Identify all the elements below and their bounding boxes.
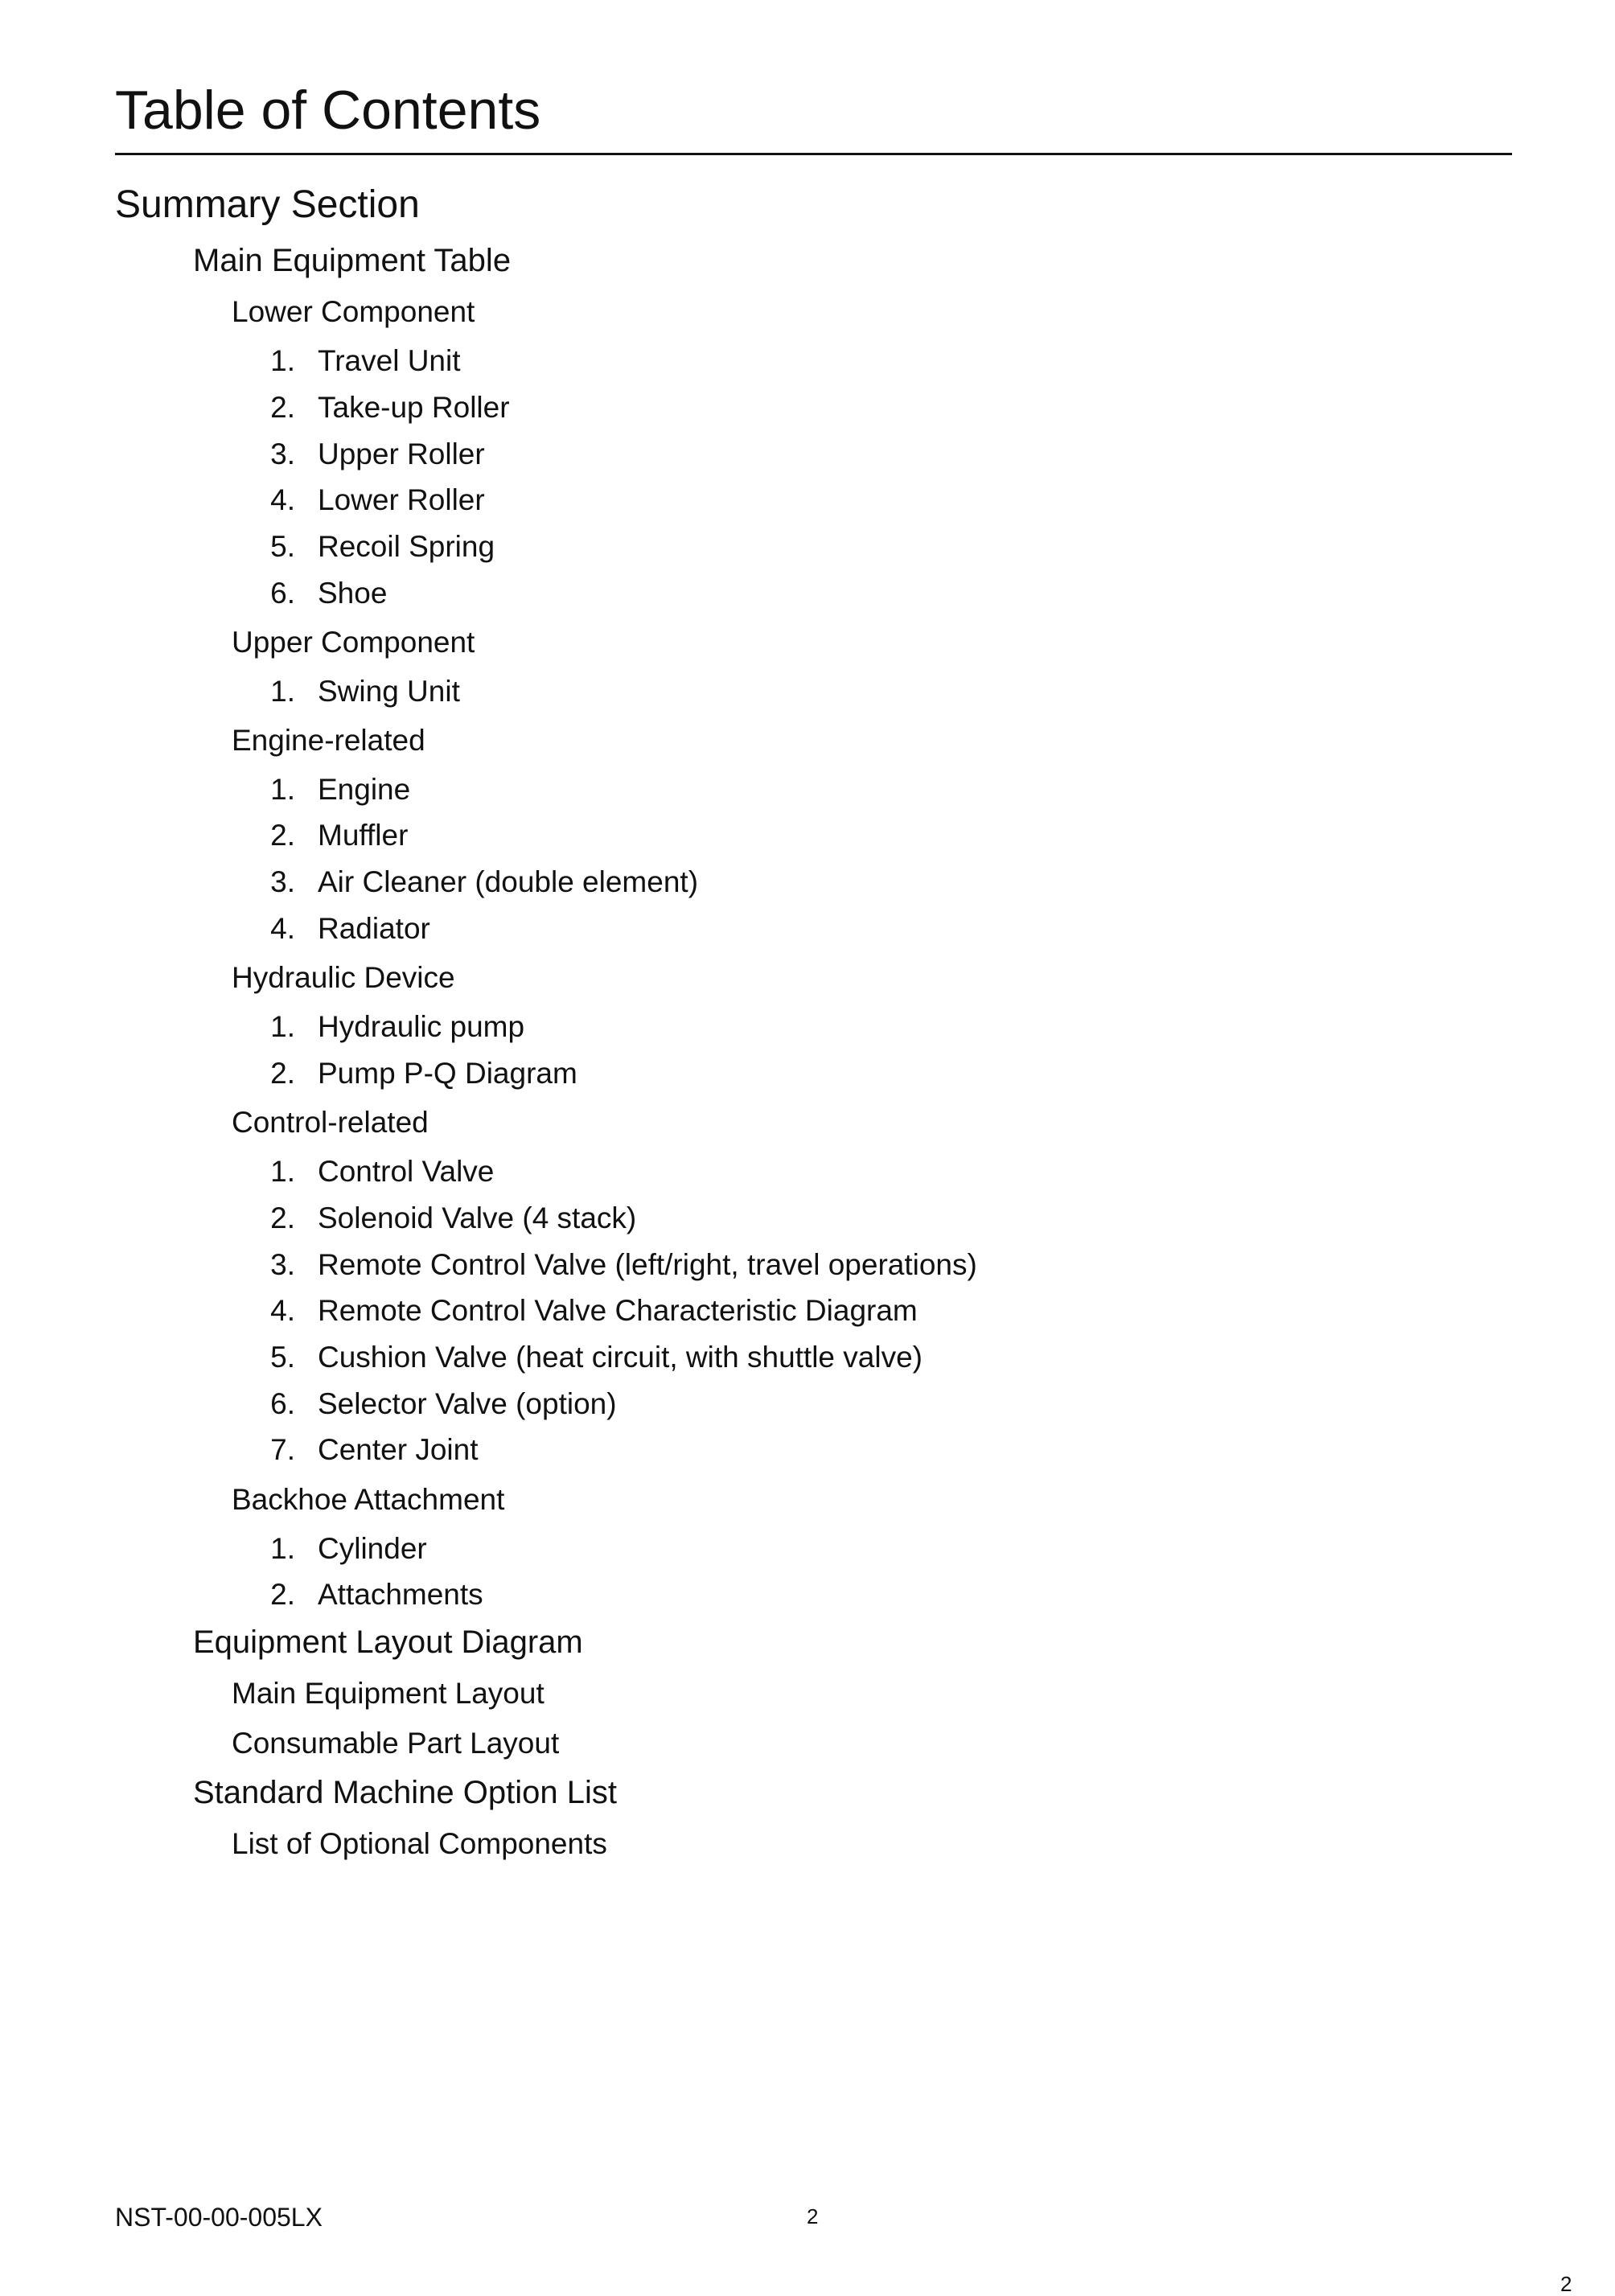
toc-item-label: Control Valve — [318, 1155, 495, 1188]
toc-item-number: 3. — [270, 1248, 295, 1281]
toc-standard-machine-option-list[interactable]: Standard Machine Option List — [193, 1775, 617, 1810]
toc-item-number: 1. — [270, 1155, 295, 1188]
toc-item-number: 4. — [270, 912, 295, 945]
toc-item-label: Swing Unit — [318, 675, 460, 708]
toc-item-label: Shoe — [318, 577, 388, 610]
toc-item-label: Remote Control Valve Characteristic Diagram — [318, 1294, 918, 1327]
footer-page-number: 2 — [807, 2204, 819, 2228]
toc-main-equipment-layout[interactable]: Main Equipment Layout — [232, 1677, 544, 1710]
toc-engine-related[interactable]: Engine-related — [232, 724, 425, 757]
toc-item-number: 2. — [270, 1578, 295, 1611]
toc-item-label: Muffler — [318, 819, 409, 852]
toc-item-number: 3. — [270, 865, 295, 898]
toc-item-number: 6. — [270, 577, 295, 610]
toc-item-label: Take-up Roller — [318, 391, 510, 424]
toc-control-related[interactable]: Control-related — [232, 1106, 429, 1139]
toc-item-label: Selector Valve (option) — [318, 1387, 617, 1420]
toc-item-number: 1. — [270, 773, 295, 806]
toc-item-number: 7. — [270, 1433, 295, 1466]
toc-item-label: Air Cleaner (double element) — [318, 865, 699, 898]
title-divider — [115, 153, 1512, 155]
toc-item-number: 5. — [270, 530, 295, 563]
toc-item-number: 1. — [270, 675, 295, 708]
footer-document-number: NST-00-00-005LX — [115, 2203, 323, 2232]
toc-item-label: Radiator — [318, 912, 430, 945]
toc-item-label: Remote Control Valve (left/right, travel operations) — [318, 1248, 977, 1281]
toc-item-label: Solenoid Valve (4 stack) — [318, 1201, 637, 1234]
toc-item-number: 1. — [270, 1532, 295, 1565]
toc-item-number: 2. — [270, 1057, 295, 1090]
toc-item-label: Cylinder — [318, 1532, 427, 1565]
toc-item-number: 2. — [270, 819, 295, 852]
toc-item-label: Engine — [318, 773, 411, 806]
toc-item-label: Attachments — [318, 1578, 483, 1611]
toc-hydraulic-device[interactable]: Hydraulic Device — [232, 961, 455, 994]
toc-item-number: 1. — [270, 1010, 295, 1043]
toc-item-number: 1. — [270, 344, 295, 377]
toc-item-label: Lower Roller — [318, 483, 485, 516]
toc-lower-component[interactable]: Lower Component — [232, 295, 475, 328]
toc-item-number: 2. — [270, 1201, 295, 1234]
toc-item-number: 4. — [270, 483, 295, 516]
toc-item-label: Travel Unit — [318, 344, 461, 377]
corner-page-number: 2 — [1560, 2272, 1572, 2296]
toc-equipment-layout-diagram[interactable]: Equipment Layout Diagram — [193, 1624, 583, 1660]
toc-item-label: Cushion Valve (heat circuit, with shuttle valve) — [318, 1341, 923, 1374]
toc-item-number: 6. — [270, 1387, 295, 1420]
toc-item-number: 4. — [270, 1294, 295, 1327]
toc-item-number: 5. — [270, 1341, 295, 1374]
toc-backhoe-attachment[interactable]: Backhoe Attachment — [232, 1483, 505, 1516]
toc-item-number: 3. — [270, 437, 295, 470]
toc-main-equipment-table[interactable]: Main Equipment Table — [193, 243, 512, 278]
toc-consumable-part-layout[interactable]: Consumable Part Layout — [232, 1727, 560, 1760]
toc-upper-component[interactable]: Upper Component — [232, 626, 475, 659]
toc-item-label: Hydraulic pump — [318, 1010, 525, 1043]
page-title: Table of Contents — [115, 80, 541, 141]
toc-item-label: Recoil Spring — [318, 530, 495, 563]
toc-section-summary[interactable]: Summary Section — [115, 183, 420, 226]
toc-list-of-optional-components[interactable]: List of Optional Components — [232, 1827, 607, 1860]
toc-item-label: Upper Roller — [318, 437, 485, 470]
toc-item-number: 2. — [270, 391, 295, 424]
toc-item-label: Pump P-Q Diagram — [318, 1057, 577, 1090]
toc-item-label: Center Joint — [318, 1433, 479, 1466]
